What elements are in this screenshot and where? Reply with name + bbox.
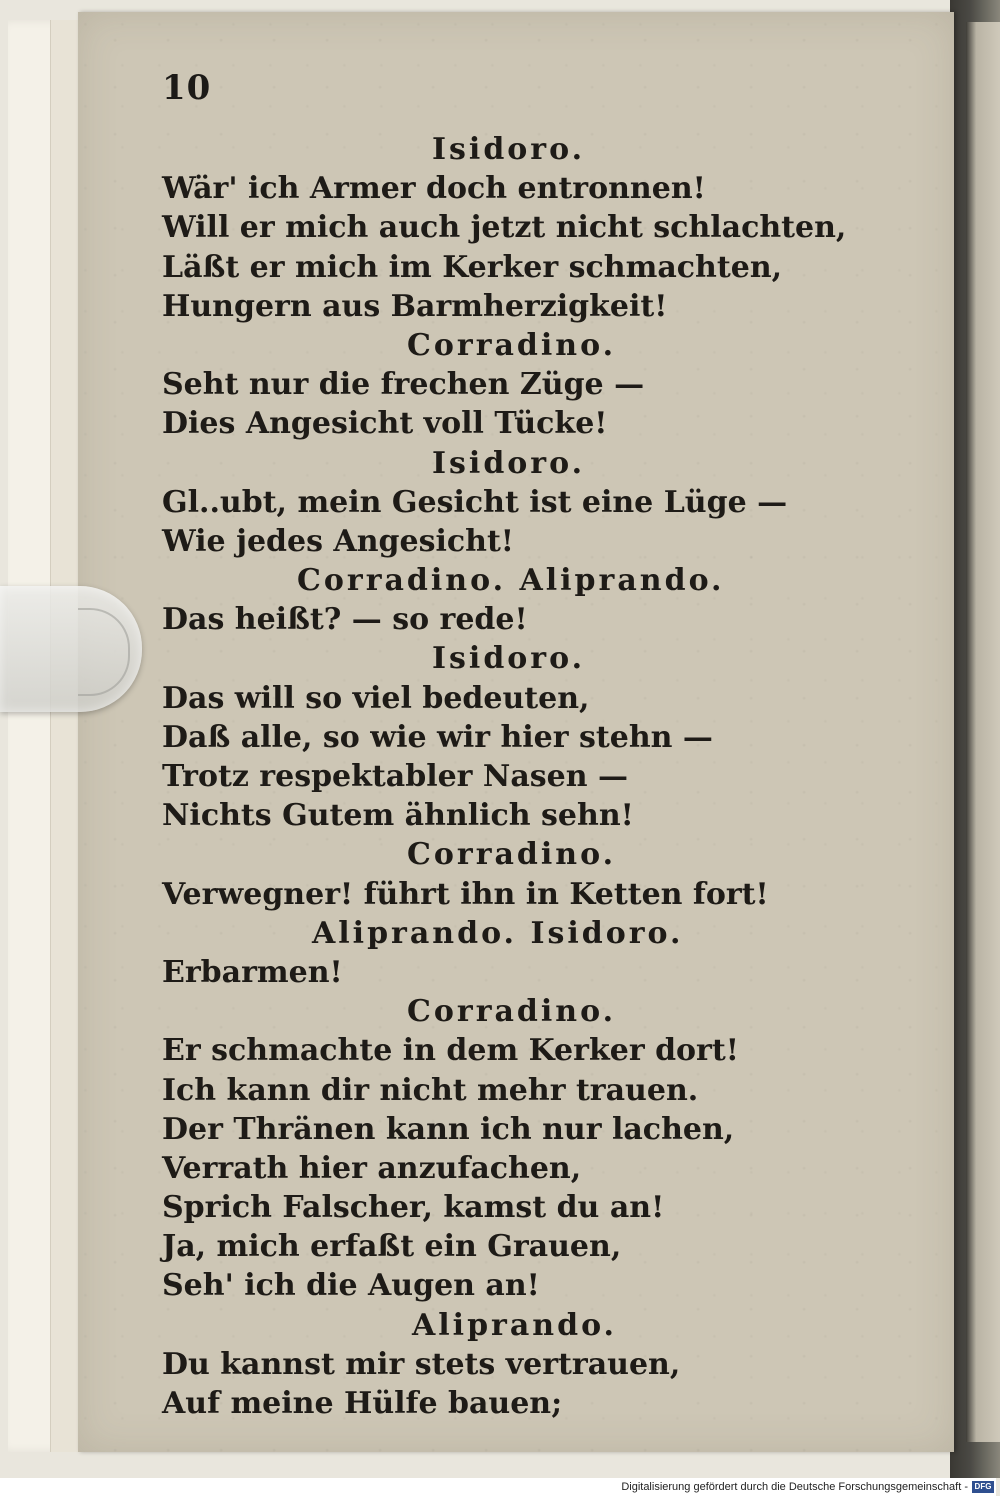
- verse-line: Will er mich auch jetzt nicht schlachten,: [162, 210, 847, 246]
- speaker-name: Aliprando. Isidoro.: [312, 915, 684, 951]
- verse-line: Das will so viel bedeuten,: [162, 680, 590, 716]
- speaker-name: Corradino.: [407, 994, 617, 1030]
- digitization-footer: [0, 1478, 996, 1496]
- verse-line: Er schmachte in dem Kerker dort!: [162, 1033, 739, 1069]
- verse-line: Der Thränen kann ich nur lachen,: [162, 1111, 735, 1147]
- verse-line: Ich kann dir nicht mehr trauen.: [162, 1072, 699, 1108]
- page-text: [162, 130, 847, 1423]
- verse-line: Läßt er mich im Kerker schmachten,: [162, 249, 783, 285]
- speaker-name: Aliprando.: [412, 1307, 618, 1343]
- verse-line: Dies Angesicht voll Tücke!: [162, 406, 608, 442]
- book-block-edge: [50, 20, 81, 1452]
- speaker-name: Isidoro.: [432, 641, 586, 677]
- speaker-name: Corradino. Aliprando.: [297, 563, 725, 599]
- speaker-name: Isidoro.: [432, 132, 586, 167]
- speaker-name: Corradino.: [407, 327, 617, 363]
- verse-line: Seh' ich die Augen an!: [162, 1268, 540, 1304]
- verse-line: Seht nur die frechen Züge —: [162, 367, 645, 403]
- verse-line: Hungern aus Barmherzigkeit!: [162, 288, 668, 324]
- verse-line: Sprich Falscher, kamst du an!: [162, 1190, 665, 1226]
- verse-line: Erbarmen!: [162, 954, 343, 990]
- verse-line: Ja, mich erfaßt ein Grauen,: [162, 1229, 622, 1265]
- dfg-logo-icon: DFG: [972, 1481, 994, 1493]
- speaker-name: Isidoro.: [432, 445, 586, 481]
- verse-line: Wär' ich Armer doch entronnen!: [162, 171, 706, 207]
- verse-line: Verrath hier anzufachen,: [162, 1150, 582, 1186]
- verse-line: Trotz respektabler Nasen —: [162, 759, 629, 794]
- verse-line: Auf meine Hülfe bauen;: [162, 1386, 563, 1421]
- verse-line: Du kannst mir stets vertrauen,: [162, 1346, 681, 1382]
- verse-line: Verwegner! führt ihn in Ketten fort!: [162, 876, 769, 912]
- page-number: 10: [162, 68, 212, 108]
- speaker-name: Corradino.: [407, 837, 617, 873]
- verse-line: Nichts Gutem ähnlich sehn!: [162, 798, 634, 834]
- next-page-edge: [966, 22, 1000, 1442]
- verse-line: Das heißt? — so rede!: [162, 602, 528, 638]
- verse-line: Daß alle, so wie wir hier stehn —: [162, 719, 713, 755]
- footer-credit: Digitalisierung gefördert durch die Deutsche Forschungsgemeinschaft -: [621, 1481, 968, 1493]
- verse-line: Wie jedes Angesicht!: [162, 523, 514, 559]
- verse-line: Gl..ubt, mein Gesicht ist eine Lüge —: [162, 484, 788, 520]
